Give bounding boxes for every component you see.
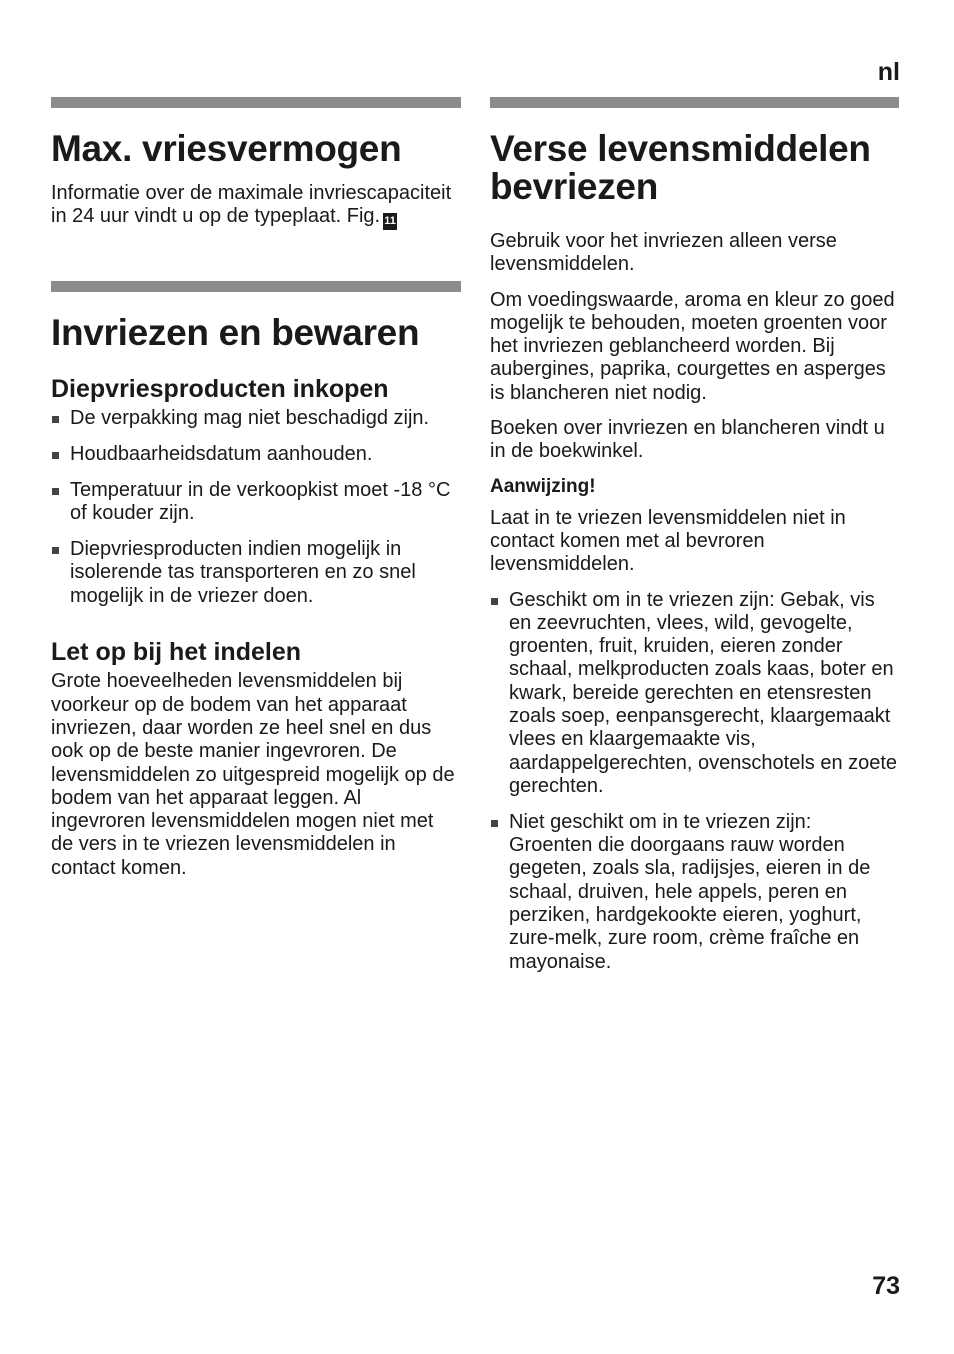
language-code: nl bbox=[877, 58, 900, 86]
bullet-icon bbox=[52, 416, 59, 423]
paragraph: Om voedingswaarde, aroma en kleur zo goed mogelijk te behouden, moeten groenten voor het invriezen geblancheerd worden. Bij aubergines, paprika, courgettes en asperges is blancheren niet nodig. bbox=[490, 288, 895, 404]
list-item bbox=[51, 479, 461, 526]
arranging-text: Grote hoeveelheden levensmiddelen bij voorkeur op de bodem van het apparaat invriezen, daar worden ze heel snel en dus ook op de beste manier ingevroren. De levensmiddelen zo uitgespreid mogelijk op de bodem van het apparaat leggen. Al ingevroren levensmiddelen mogen niet met de vers in te vriezen levensmiddelen in contact komen. bbox=[51, 670, 455, 879]
suitability-list bbox=[490, 589, 899, 974]
list-item bbox=[490, 811, 899, 974]
note-text: Laat in te vriezen levensmiddelen niet in contact komen met al bevroren levensmiddelen. bbox=[490, 506, 846, 576]
note-label: Aanwijzing! bbox=[490, 475, 596, 497]
section-divider bbox=[51, 281, 461, 292]
left-column bbox=[51, 97, 461, 892]
bullet-icon bbox=[52, 488, 59, 495]
list-item-text: Geschikt om in te vriezen zijn: Gebak, vis en zeevruchten, vlees, wild, gevogelte, groenten, fruit, kruiden, eieren zonder schaal, melkproducten zoals kaas, boter en kwark, bereide gerechten en etensresten zoals soep, eenpansgerecht, klaargemaakt vlees en klaargemaakte vis, aardappelgerechten, ovenschotels en zoete gerechten. bbox=[509, 588, 898, 797]
list-item bbox=[490, 589, 899, 799]
list-item bbox=[51, 407, 461, 430]
figure-reference-badge: 11 bbox=[383, 213, 397, 230]
bullet-icon bbox=[491, 598, 498, 605]
section-divider bbox=[51, 97, 461, 108]
subtitle-arranging: Let op bij het indelen bbox=[51, 638, 301, 667]
max-freezing-body: Informatie over de maximale invriescapaciteit in 24 uur vindt u op de typeplaat. Fig. bbox=[51, 182, 452, 228]
max-freezing-text bbox=[51, 182, 461, 230]
section-title-max-freezing: Max. vriesvermogen bbox=[51, 128, 402, 169]
section-title-freezing-storing: Invriezen en bewaren bbox=[51, 312, 420, 354]
bullet-icon bbox=[491, 820, 498, 827]
paragraph: Gebruik voor het invriezen alleen verse levensmiddelen. bbox=[490, 230, 837, 276]
paragraph: Boeken over invriezen en blancheren vindt u in de boekwinkel. bbox=[490, 417, 885, 463]
list-item-text: De verpakking mag niet beschadigd zijn. bbox=[70, 407, 430, 430]
list-item-text: Diepvriesproducten indien mogelijk in isolerende tas transporteren en zo snel mogelijk in de vriezer doen. bbox=[70, 537, 416, 607]
page-number: 73 bbox=[872, 1272, 900, 1300]
section-divider bbox=[490, 97, 899, 108]
list-item bbox=[51, 538, 461, 608]
list-item-text: Niet geschikt om in te vriezen zijn: Groenten die doorgaans rauw worden gegeten, zoals sla, radijsjes, eieren in de schaal, druiven, hele appels, peren en perziken, hardgekookte eieren, yoghurt, zure-melk, zure room, crème fraîche en mayonaise. bbox=[509, 810, 871, 973]
right-column bbox=[490, 97, 899, 986]
section-title-fresh-freezing: Verse levensmiddelen bevriezen bbox=[490, 128, 871, 207]
list-item-text: Temperatuur in de verkoopkist moet -18 °C of kouder zijn. bbox=[70, 478, 451, 525]
bullet-icon bbox=[52, 547, 59, 554]
bullet-icon bbox=[52, 452, 59, 459]
list-item bbox=[51, 443, 461, 466]
subtitle-buying: Diepvriesproducten inkopen bbox=[51, 375, 389, 404]
list-item-text: Houdbaarheidsdatum aanhouden. bbox=[70, 443, 373, 466]
buying-list bbox=[51, 407, 461, 608]
